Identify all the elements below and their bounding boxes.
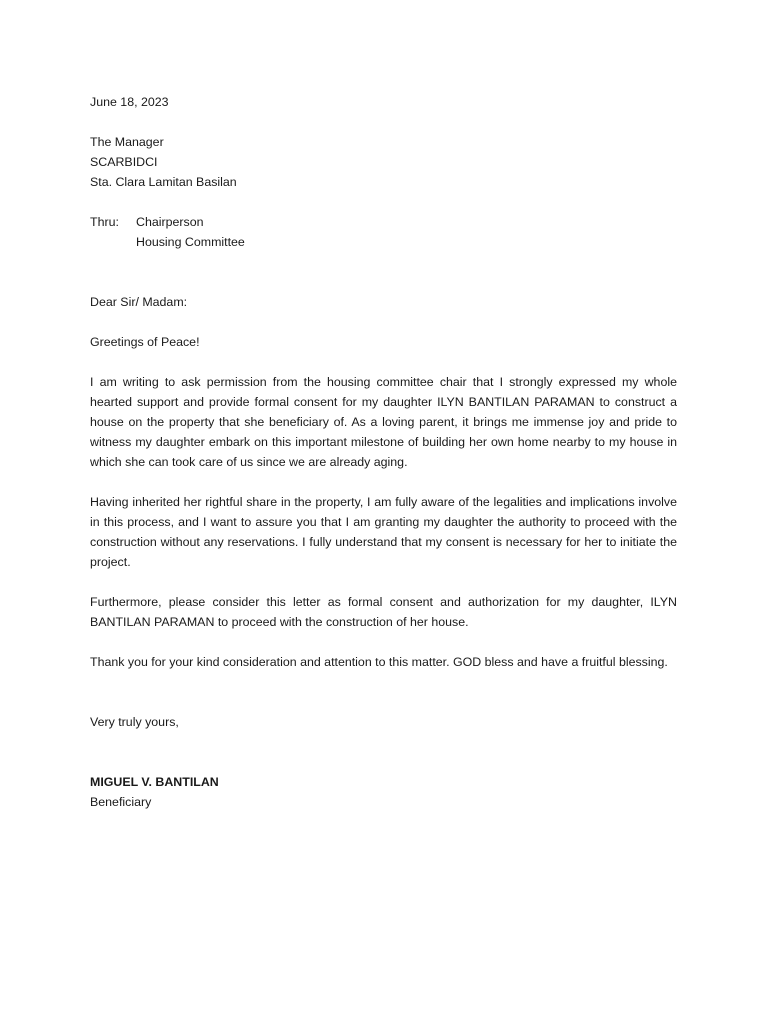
spacer (90, 732, 677, 772)
thru-block (90, 212, 677, 252)
spacer (90, 572, 677, 592)
thru-line-1: Chairperson (136, 215, 204, 229)
body-paragraph-1: I am writing to ask permission from the housing committee chair that I strongly expressed my whole hearted support and provide formal consent for my daughter ILYN BANTILAN PARAMAN to construct a house on the property that she beneficiary of. As a loving parent, it brings me immense joy and pride to witness my daughter embark on this important milestone of building her own home nearby to my house in which she can took care of us since we are already aging. (90, 375, 677, 469)
thru-lines (136, 212, 245, 252)
signatory-name: MIGUEL V. BANTILAN (90, 775, 219, 789)
body-paragraph-4: Thank you for your kind consideration and attention to this matter. GOD bless and have a fruitful blessing. (90, 655, 668, 669)
spacer (90, 672, 677, 712)
recipient-line-3: Sta. Clara Lamitan Basilan (90, 175, 237, 189)
body-paragraph-2: Having inherited her rightful share in the property, I am fully aware of the legalities and implications involve in this process, and I want to assure you that I am granting my daughter the authority to proceed with the construction without any reservations. I fully understand that my consent is necessary for her to initiate the project. (90, 495, 677, 569)
recipient-line-1: The Manager (90, 135, 164, 149)
letter-date: June 18, 2023 (90, 95, 169, 109)
body-paragraph-3: Furthermore, please consider this letter as formal consent and authorization for my daughter, ILYN BANTILAN PARAMAN to proceed with the construction of her house. (90, 595, 677, 629)
recipient-line-2: SCARBIDCI (90, 155, 158, 169)
recipient-block (90, 132, 677, 192)
closing: Very truly yours, (90, 715, 179, 729)
spacer (90, 312, 677, 332)
spacer (90, 252, 677, 292)
spacer (90, 632, 677, 652)
thru-line-2: Housing Committee (136, 235, 245, 249)
signatory-title: Beneficiary (90, 795, 152, 809)
thru-label: Thru: (90, 215, 119, 229)
spacer (90, 472, 677, 492)
greeting: Greetings of Peace! (90, 335, 200, 349)
letter-page (90, 92, 677, 812)
spacer (90, 352, 677, 372)
spacer (90, 192, 677, 212)
salutation: Dear Sir/ Madam: (90, 295, 188, 309)
spacer (90, 112, 677, 132)
